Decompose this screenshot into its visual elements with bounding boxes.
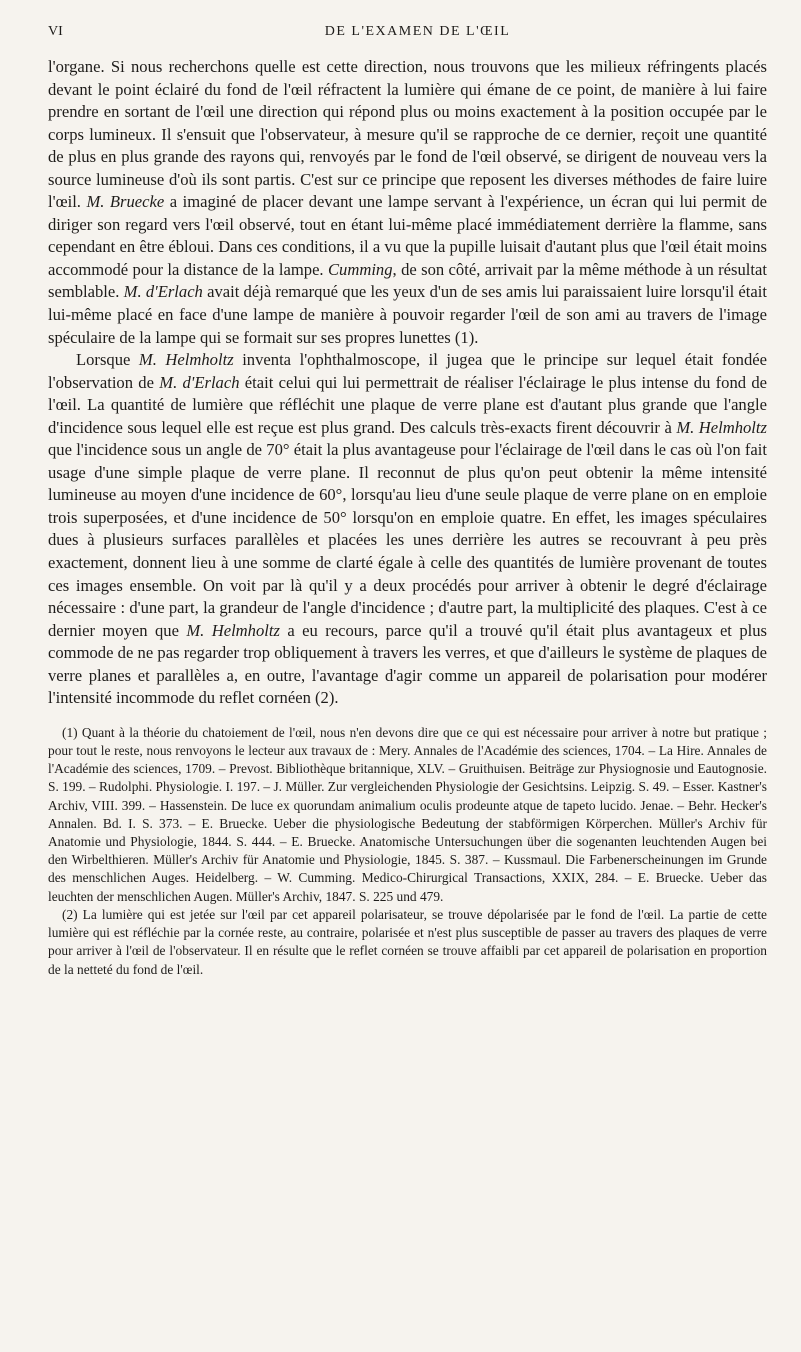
author-name: M. Helmholtz: [138, 350, 234, 370]
text-run: que l'incidence sous un angle de 70° était la plus avantageuse pour l'éclairage de l'œil dans le cas où l'on fait usage d'une simple plaque de verre plane. Il reconnut de plus qu'on peut obtenir la même intensité lumineuse au moyen d'une incidence de 60°, lorsqu'au lieu d'une seule plaque de verre plane on en emploie trois superposées, et d'une incidence de 50° lorsqu'on en emploie quatre. En effet, les images spéculaires dues à plusieurs surfaces parallèles et placées les unes derrière les autres se recouvrant à peu près exactement, donnent lieu à une somme de clarté égale à celle des quantités de lumière provenant de toutes ces images ensemble. On voit par là qu'il y a deux procédés pour arriver à obtenir le degré d'éclairage nécessaire : d'une part, la grandeur de l'angle d'incidence ; d'autre part, la multiplicité des plaques. C'est à ce dernier moyen que: [48, 440, 767, 640]
author-name: M. d'Erlach: [159, 372, 240, 392]
text-run: était celui qui lui permettrait de réaliser l'éclairage le plus intense du fond de l'œil. La quantité de lumière que réfléchit une plaque de verre plane est d'autant plus grande que l'angle d'incidence sous lequel elle est reçue est plus grand. Des calculs très-exacts firent découvrir à: [48, 372, 767, 437]
text-run: a imaginé de placer devant une lampe servant à l'expérience, un écran qui lui permit de diriger son regard vers l'œil observé, tout en étant lui-même placé immédiatement derrière la flamme, sans cependant en être ébloui. Dans ces conditions, il a vu que la pupille luisait d'autant plus que l'œil était moins accommodé pour la distance de la lampe.: [48, 192, 767, 279]
text-run: avait déjà remarqué que les yeux d'un de ses amis lui paraissaient luire lorsqu'il était lui-même placé en face d'une lampe de manière à pouvoir regarder l'œil de son ami au travers de l'image spéculaire de la lampe qui se formait sur ses propres lunettes (1).: [48, 282, 767, 347]
running-title: DE L'EXAMEN DE L'ŒIL: [324, 24, 511, 39]
paragraph-1: [48, 56, 767, 349]
text-run: inventa l'ophthalmoscope, il jugea que le principe sur lequel était fondée l'observation de: [48, 350, 767, 392]
author-name: M. Helmholtz: [676, 417, 767, 437]
text-run: Lorsque: [76, 350, 139, 370]
text-run: l'organe. Si nous recherchons quelle est cette direction, nous trouvons que les milieux réfringents placés devant le point éclairé du fond de l'œil réfractent la lumière qui émane de ce point, de manière à lui faire prendre en sortant de l'œil une direction qui répond plus ou moins exactement à la position occupée par le corps lumineux. Il s'ensuit que l'observateur, à mesure qu'il se rapproche de ce dernier, reçoit une quantité de plus en plus grande des rayons qui, renvoyés par le fond de l'œil observé, se dirigent de nouveau vers la source lumineuse d'où ils sont partis. C'est sur ce principe que reposent les diverses méthodes de faire luire l'œil.: [48, 57, 767, 212]
footnote-1: (1) Quant à la théorie du chatoiement de l'œil, nous n'en devons dire que ce qui est nécessaire pour arriver à notre but pratique ; pour tout le reste, nous renvoyons le lecteur aux travaux de : Mery. Annales de l'Académie des sciences, 1704. – La Hire. Annales de l'Académie des sciences, 1709. – Prevost. Bibliothèque britannique, XLV. – Gruithuisen. Beiträge zur Physiognosie und Eautognosie. S. 199. – Rudolphi. Physiologie. I. 197. – J. Müller. Zur vergleichenden Physiologie der Gesichtsins. Leipzig. S. 49. – Esser. Kastner's Archiv, VIII. 399. – Hassenstein. De luce ex quorundam animalium oculis prodeunte atque de tapeto lucido. Jenae. – Behr. Hecker's Annalen. Bd. I. S. 373. – E. Bruecke. Ueber die physiologische Bedeutung der stabförmigen Körperchen. Müller's Archiv für Anatomie und Physiologie, 1844. S. 444. – E. Bruecke. Anatomische Untersuchungen über die sogenanten leuchtenden Augen bei den Wirbelthieren. Müller's Archiv für Anatomie und Physiologie, 1845. S. 387. – Kussmaul. Die Farbenerscheinungen im Grunde des menschlichen Auges. Heidelberg. – W. Cumming. Medico-Chirurgical Transactions, XXIX, 284. – E. Bruecke. Ueber das leuchten der menschlichen Augen. Müller's Archiv, 1847. S. 225 und 479.: [48, 724, 767, 904]
main-text: [48, 56, 767, 710]
author-name: Cumming: [327, 259, 393, 279]
author-name: M. d'Erlach: [123, 282, 203, 302]
footnotes: [48, 724, 767, 979]
running-head: [48, 24, 767, 46]
text-run: , de son côté, arrivait par la même méthode à un résultat semblable.: [48, 259, 768, 302]
text-run: a eu recours, parce qu'il a trouvé qu'il était plus avantageux et plus commode de ne pas regarder trop obliquement à travers les verres, et que d'ailleurs le système de plaques de verre planes et parallèles a, en outre, l'avantage d'agir comme un appareil de polarisation pour modérer l'intensité incommode du reflet cornéen (2).: [48, 620, 767, 708]
paragraph-2: [48, 349, 767, 710]
author-name: M. Helmholtz: [186, 620, 280, 640]
footnote-2: (2) La lumière qui est jetée sur l'œil par cet appareil polarisateur, se trouve dépolarisée par le fond de l'œil. La partie de cette lumière qui est réfléchie par la cornée reste, au contraire, polarisée et n'est plus susceptible de passer au travers des plaques de verre pour arriver à l'œil de l'observateur. Il en résulte que le reflet cornéen se trouve affaibli par cet appareil de polarisation en proportion de la netteté du fond de l'œil.: [48, 906, 767, 977]
page-number: VI: [48, 24, 63, 39]
author-name: M. Bruecke: [86, 192, 165, 212]
